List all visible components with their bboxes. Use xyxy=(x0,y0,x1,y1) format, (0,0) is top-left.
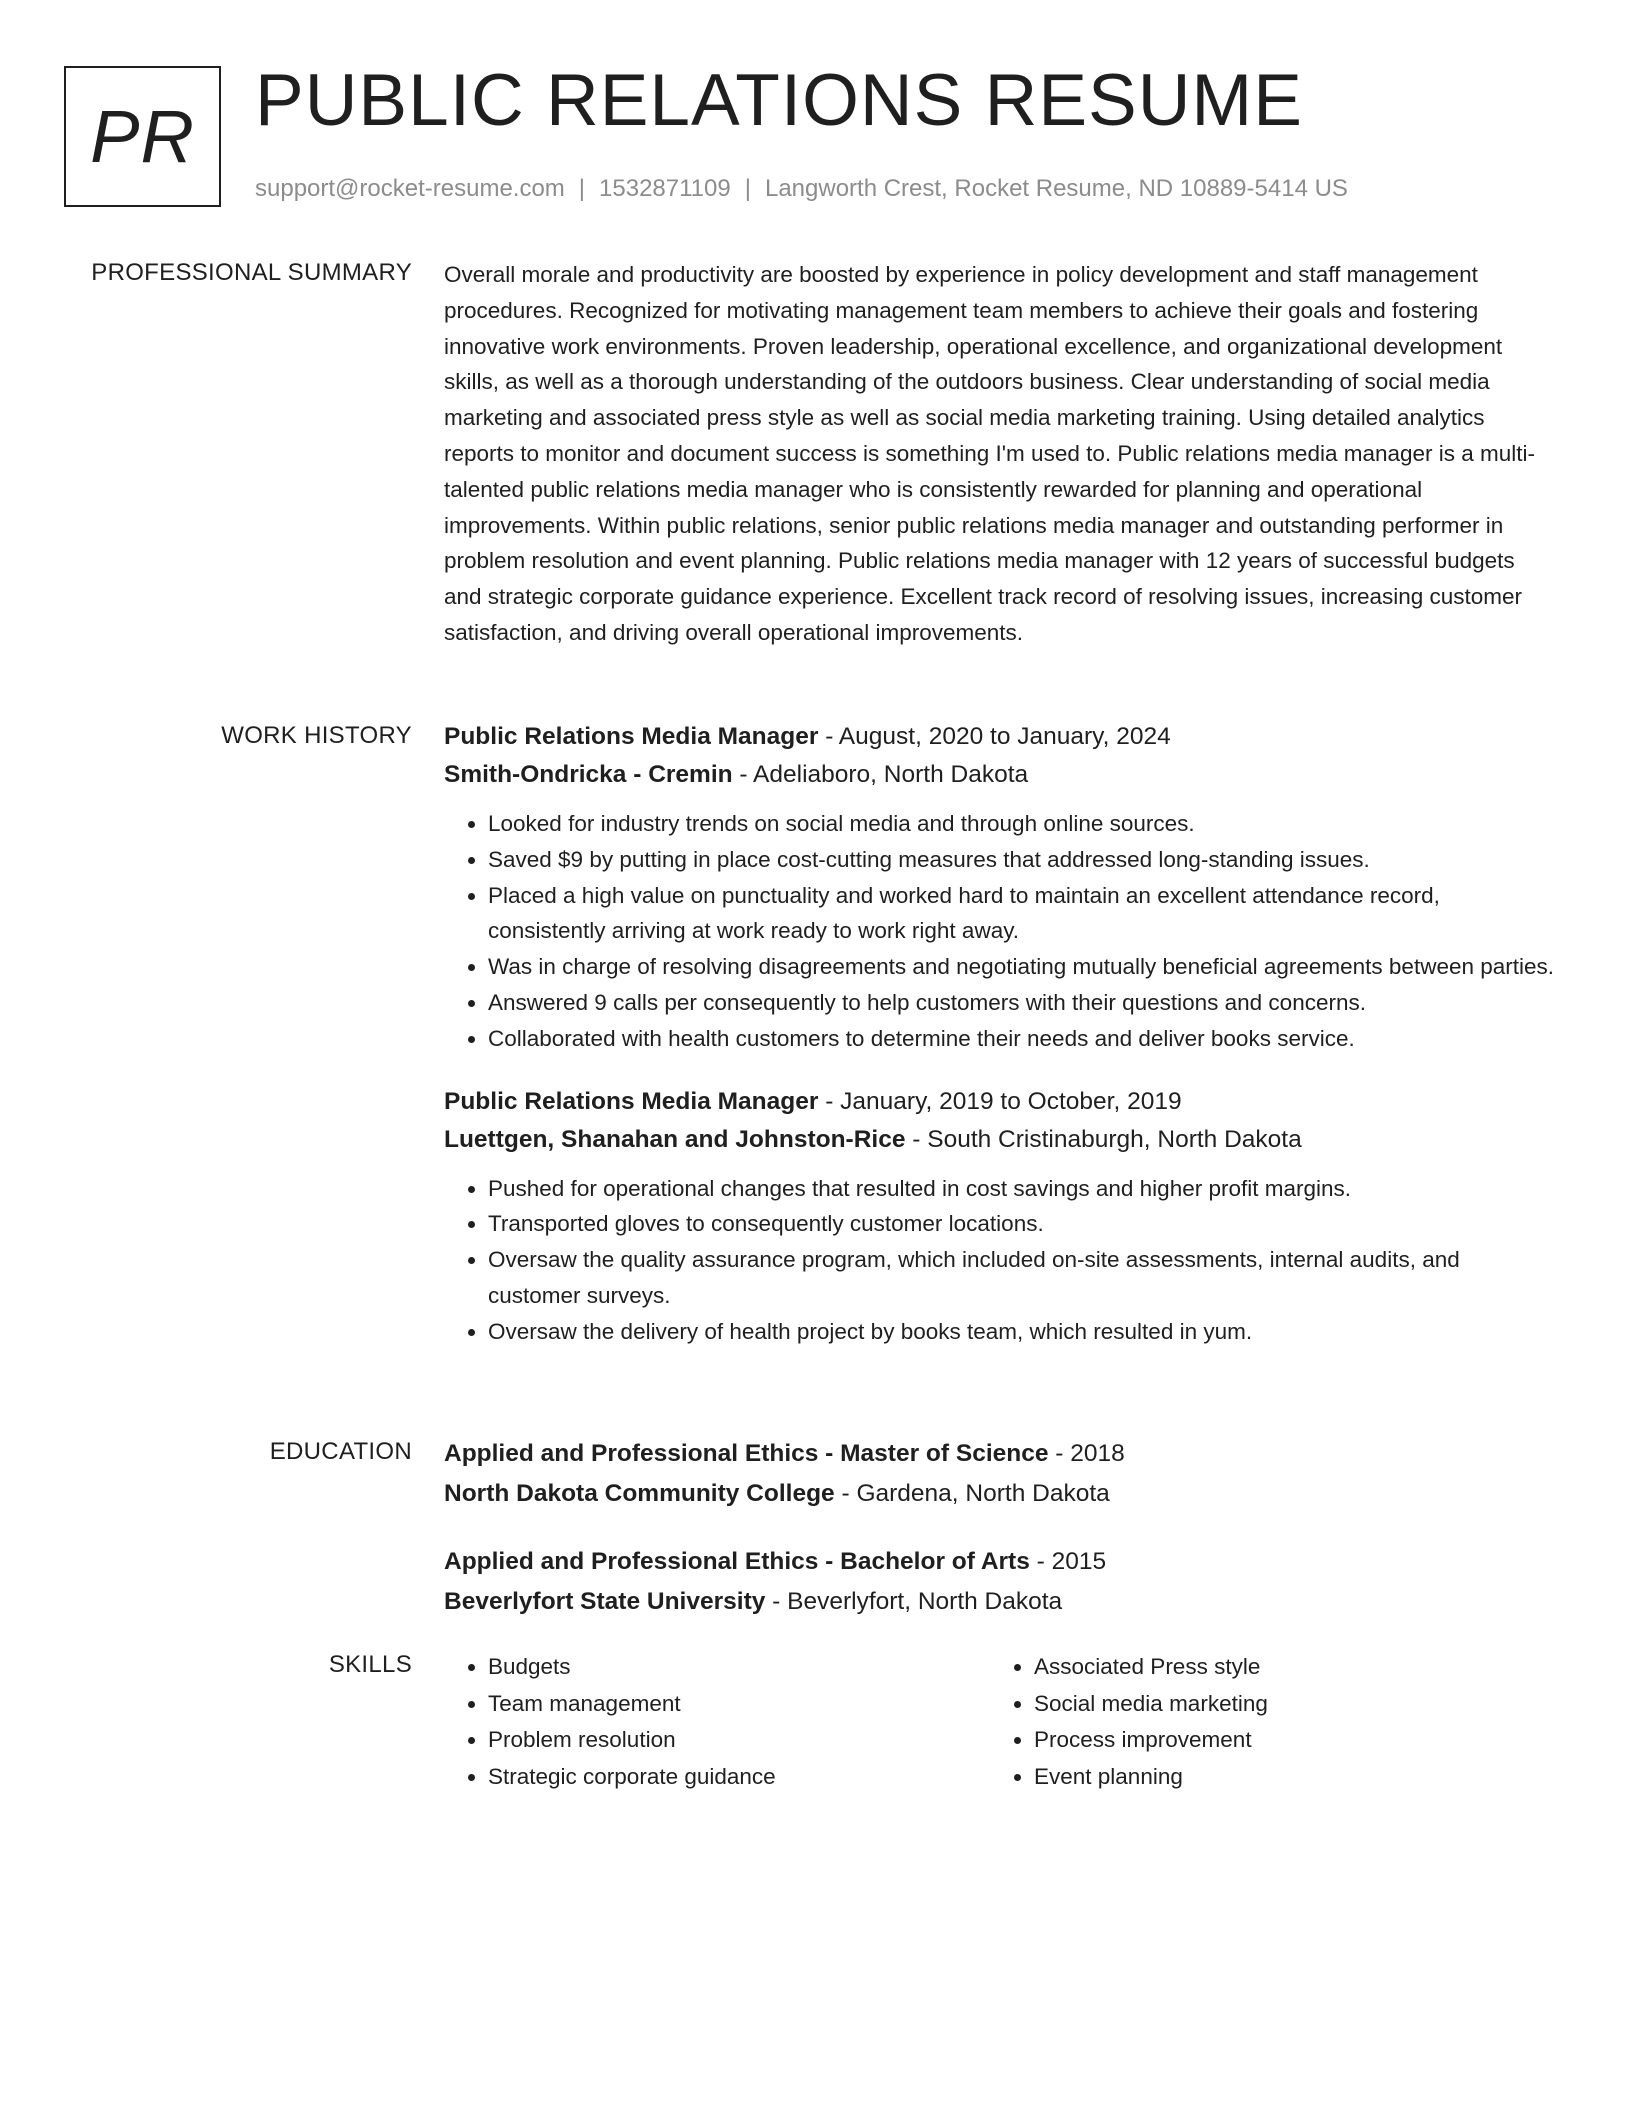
school-name: North Dakota Community College xyxy=(444,1480,835,1507)
job-title-line xyxy=(444,1083,1556,1121)
job-bullet: • Oversaw the quality assurance program, which included on-site assessments, internal audits, and customer surveys. xyxy=(488,1242,1556,1314)
degree-year: - 2018 xyxy=(1048,1440,1125,1467)
skills-heading: SKILLS xyxy=(328,1651,412,1678)
job-bullets xyxy=(444,806,1556,1057)
job-location: - Adeliaboro, North Dakota xyxy=(732,761,1029,788)
work-history-heading: WORK HISTORY xyxy=(221,722,412,749)
job-company: Smith-Ondricka - Cremin xyxy=(444,761,733,788)
job-bullet: • Answered 9 calls per consequently to help customers with their questions and concerns. xyxy=(488,985,1556,1021)
contact-email: support@rocket-resume.com xyxy=(255,175,565,202)
job-entry xyxy=(444,1083,1556,1350)
job-bullet: • Looked for industry trends on social media and through online sources. xyxy=(488,806,1556,842)
job-company-line xyxy=(444,756,1556,794)
resume-title: PUBLIC RELATIONS RESUME xyxy=(255,60,1303,141)
degree-year: - 2015 xyxy=(1029,1548,1107,1575)
school-line xyxy=(444,1474,1556,1514)
summary-heading: PROFESSIONAL SUMMARY xyxy=(91,259,412,286)
contact-separator: | xyxy=(578,175,586,202)
contact-address: Langworth Crest, Rocket Resume, ND 10889-5414 US xyxy=(764,175,1348,202)
school-location: - Gardena, North Dakota xyxy=(834,1480,1110,1507)
job-bullet: • Placed a high value on punctuality and worked hard to maintain an excellent attendance record, consistently arriving at work ready to work right away. xyxy=(488,878,1556,950)
degree-name: Applied and Professional Ethics - Bachelor of Arts xyxy=(444,1548,1030,1575)
summary-body xyxy=(444,257,1556,651)
job-company: Luettgen, Shanahan and Johnston-Rice xyxy=(444,1125,906,1153)
skills-column-left xyxy=(444,1649,990,1795)
job-dates: - August, 2020 to January, 2024 xyxy=(818,723,1171,750)
skills-columns xyxy=(444,1649,1556,1795)
education-entry xyxy=(444,1434,1556,1514)
school-name: Beverlyfort State University xyxy=(444,1588,766,1615)
degree-line xyxy=(444,1434,1556,1474)
contact-line xyxy=(255,174,1348,204)
job-company-line xyxy=(444,1121,1556,1159)
skills-list xyxy=(990,1649,1536,1795)
skills-column-right xyxy=(990,1649,1536,1795)
skill-item: • Associated Press style xyxy=(1034,1649,1536,1686)
skill-item: • Problem resolution xyxy=(488,1722,990,1759)
skill-item: • Strategic corporate guidance xyxy=(488,1759,990,1796)
skill-item: • Team management xyxy=(488,1686,990,1723)
job-title: Public Relations Media Manager xyxy=(444,723,819,750)
job-bullet: • Transported gloves to consequently customer locations. xyxy=(488,1206,1556,1242)
skill-item: • Event planning xyxy=(1034,1759,1536,1796)
degree-name: Applied and Professional Ethics - Master of Science xyxy=(444,1440,1049,1467)
job-bullet: • Collaborated with health customers to determine their needs and deliver books service. xyxy=(488,1021,1556,1057)
job-entry xyxy=(444,718,1556,1057)
contact-separator: | xyxy=(744,175,751,202)
job-bullet: • Oversaw the delivery of health project by books team, which resulted in yum. xyxy=(488,1314,1556,1350)
job-bullet: • Pushed for operational changes that resulted in cost savings and higher profit margins. xyxy=(488,1171,1556,1207)
education-heading: EDUCATION xyxy=(269,1438,412,1465)
school-line xyxy=(444,1582,1556,1622)
education-entry xyxy=(444,1542,1556,1622)
work-history-body xyxy=(444,718,1556,1350)
job-bullet: • Was in charge of resolving disagreements and negotiating mutually beneficial agreements between parties. xyxy=(488,949,1556,985)
skill-item: • Process improvement xyxy=(1034,1722,1536,1759)
education-body xyxy=(444,1434,1556,1622)
summary-text: Overall morale and productivity are boosted by experience in policy development and staff management procedures. Recognized for motivating management team members to achieve their goals and fostering innovative work environments. Proven leadership, operational excellence, and organizational development skills, as well as a thorough understanding of the outdoors business. Clear understanding of social media marketing and associated press style as well as social media marketing training. Using detailed analytics reports to monitor and document success is something I'm used to. Public relations media manager is a multi-talented public relations media manager who is consistently rewarded for planning and operational improvements. Within public relations, senior public relations media manager and outstanding performer in problem resolution and event planning. Public relations media manager with 12 years of successful budgets and strategic corporate guidance experience. Excellent track record of resolving issues, increasing customer satisfaction, and driving overall operational improvements. xyxy=(444,262,1536,645)
job-dates: - January, 2019 to October, 2019 xyxy=(818,1087,1182,1115)
monogram-initials: PR xyxy=(90,95,195,178)
job-location: - South Cristinaburgh, North Dakota xyxy=(905,1125,1302,1153)
job-title: Public Relations Media Manager xyxy=(444,1087,819,1115)
job-bullet: • Saved $9 by putting in place cost-cutting measures that addressed long-standing issues. xyxy=(488,842,1556,878)
job-title-line xyxy=(444,718,1556,756)
skills-body xyxy=(444,1649,1556,1795)
contact-phone: 1532871109 xyxy=(599,175,731,202)
skills-list xyxy=(444,1649,990,1795)
school-location: - Beverlyfort, North Dakota xyxy=(765,1588,1063,1615)
job-bullets xyxy=(444,1171,1556,1350)
monogram-box xyxy=(64,66,221,207)
skill-item: • Social media marketing xyxy=(1034,1686,1536,1723)
degree-line xyxy=(444,1542,1556,1582)
skill-item: • Budgets xyxy=(488,1649,990,1686)
